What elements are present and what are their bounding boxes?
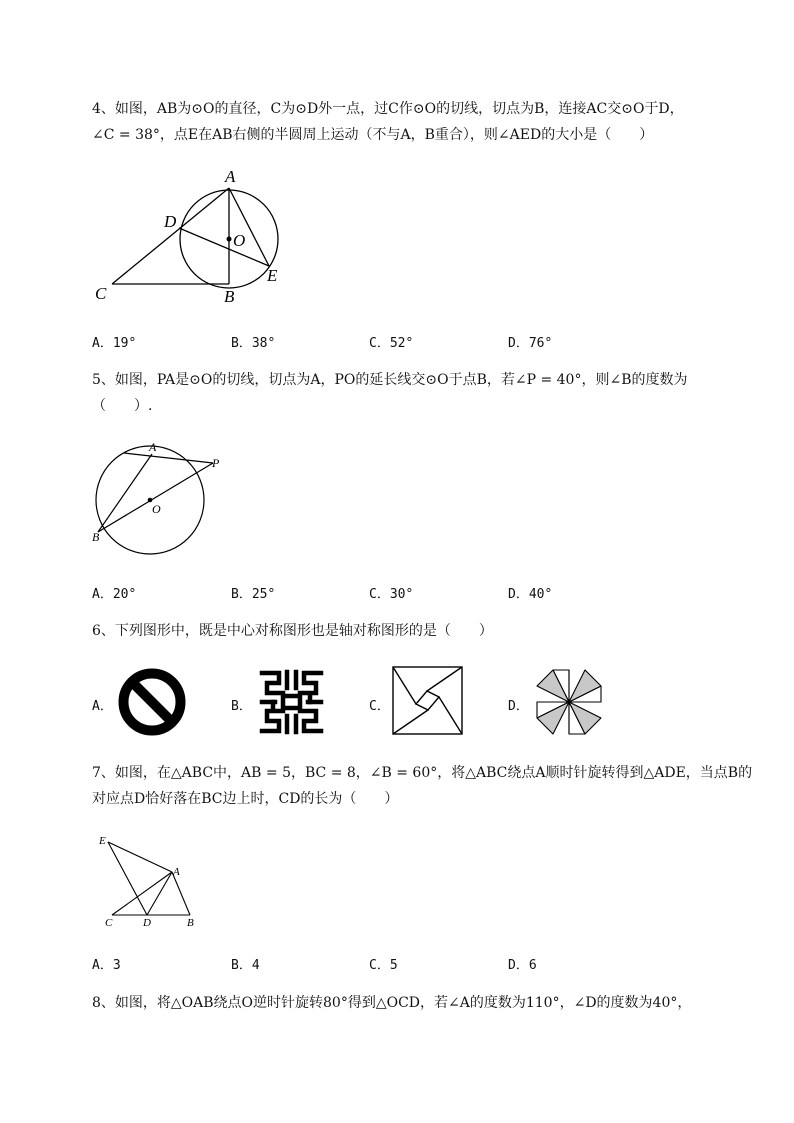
question-6 bbox=[92, 618, 493, 644]
option-a[interactable]: A．19° bbox=[92, 336, 137, 351]
question-7-line-2: 对应点D恰好落在BC边上时，CD的长为（ ） bbox=[92, 791, 399, 807]
segment-pb bbox=[98, 463, 213, 532]
question-8 bbox=[92, 990, 691, 1016]
segment-ca bbox=[112, 872, 172, 915]
rotated-square-icon[interactable] bbox=[392, 666, 464, 736]
question-4-figure bbox=[90, 165, 300, 305]
option-c-letter[interactable]: C． bbox=[369, 699, 390, 714]
option-b[interactable]: B．25° bbox=[231, 587, 276, 602]
question-6-line-1: 6、下列图形中，既是中心对称图形也是轴对称图形的是（ ） bbox=[92, 623, 493, 639]
segment-ae bbox=[229, 188, 269, 266]
label-p: P bbox=[212, 456, 220, 470]
tangent-pa bbox=[124, 453, 213, 463]
label-o: O bbox=[152, 502, 161, 516]
label-a: A bbox=[173, 866, 180, 878]
pinwheel-icon[interactable] bbox=[535, 668, 603, 736]
label-a: A bbox=[225, 167, 236, 186]
question-7-figure bbox=[96, 830, 211, 930]
label-e: E bbox=[99, 835, 106, 847]
label-d: D bbox=[143, 917, 151, 929]
option-d[interactable]: D．6 bbox=[508, 958, 537, 973]
label-c: C bbox=[105, 917, 113, 929]
label-o: O bbox=[233, 231, 246, 250]
option-d[interactable]: D．40° bbox=[508, 587, 553, 602]
option-d[interactable]: D．76° bbox=[508, 336, 553, 351]
question-7 bbox=[92, 760, 752, 812]
segment-da bbox=[147, 872, 172, 915]
option-a-letter[interactable]: A． bbox=[92, 699, 113, 714]
label-e: E bbox=[267, 266, 278, 285]
segment-ea bbox=[108, 842, 172, 872]
label-b: B bbox=[187, 917, 194, 929]
segment-ba bbox=[172, 872, 190, 915]
segment-ab bbox=[98, 454, 152, 532]
option-c[interactable]: C．5 bbox=[369, 958, 398, 973]
label-d: D bbox=[164, 212, 177, 231]
question-4 bbox=[92, 96, 684, 148]
option-a[interactable]: A．20° bbox=[92, 587, 137, 602]
label-a: A bbox=[149, 440, 157, 454]
option-b-letter[interactable]: B． bbox=[231, 699, 252, 714]
option-a[interactable]: A．3 bbox=[92, 958, 121, 973]
question-7-line-1: 7、如图，在△ABC中，AB = 5，BC = 8，∠B = 60°，将△ABC绕点A顺时针旋转得到△ADE，当点B的 bbox=[92, 765, 753, 781]
option-d-letter[interactable]: D． bbox=[508, 699, 529, 714]
question-5 bbox=[92, 367, 687, 419]
question-4-line-1: 4、如图，AB为⊙O的直径，C为⊙D外一点，过C作⊙O的切线，切点为B，连接AC交⊙O于D， bbox=[92, 101, 684, 117]
center-point bbox=[227, 237, 232, 242]
prohibition-sign-icon[interactable] bbox=[117, 667, 187, 737]
question-4-line-2: ∠C = 38°，点E在AB右侧的半圆周上运动（不与A，B重合），则∠AED的大小是（ ） bbox=[92, 127, 654, 143]
option-c[interactable]: C．30° bbox=[369, 587, 414, 602]
option-c[interactable]: C．52° bbox=[369, 336, 414, 351]
question-5-line-1: 5、如图，PA是⊙O的切线，切点为A，PO的延长线交⊙O于点B，若∠P = 40°，则∠B的度数为 bbox=[92, 372, 688, 388]
question-5-line-2: （ ）. bbox=[92, 398, 153, 414]
option-b[interactable]: B．4 bbox=[231, 958, 260, 973]
segment-ca bbox=[112, 188, 229, 284]
label-c: C bbox=[95, 284, 107, 303]
label-b: B bbox=[92, 530, 100, 544]
question-8-line-1: 8、如图，将△OAB绕点O逆时针旋转80°得到△OCD，若∠A的度数为110°，∠D的度数为40°， bbox=[92, 995, 692, 1011]
question-5-figure bbox=[88, 435, 233, 555]
segment-de bbox=[179, 228, 269, 266]
option-b[interactable]: B．38° bbox=[231, 336, 276, 351]
maze-pattern-icon[interactable] bbox=[259, 669, 324, 735]
label-b: B bbox=[224, 287, 235, 305]
